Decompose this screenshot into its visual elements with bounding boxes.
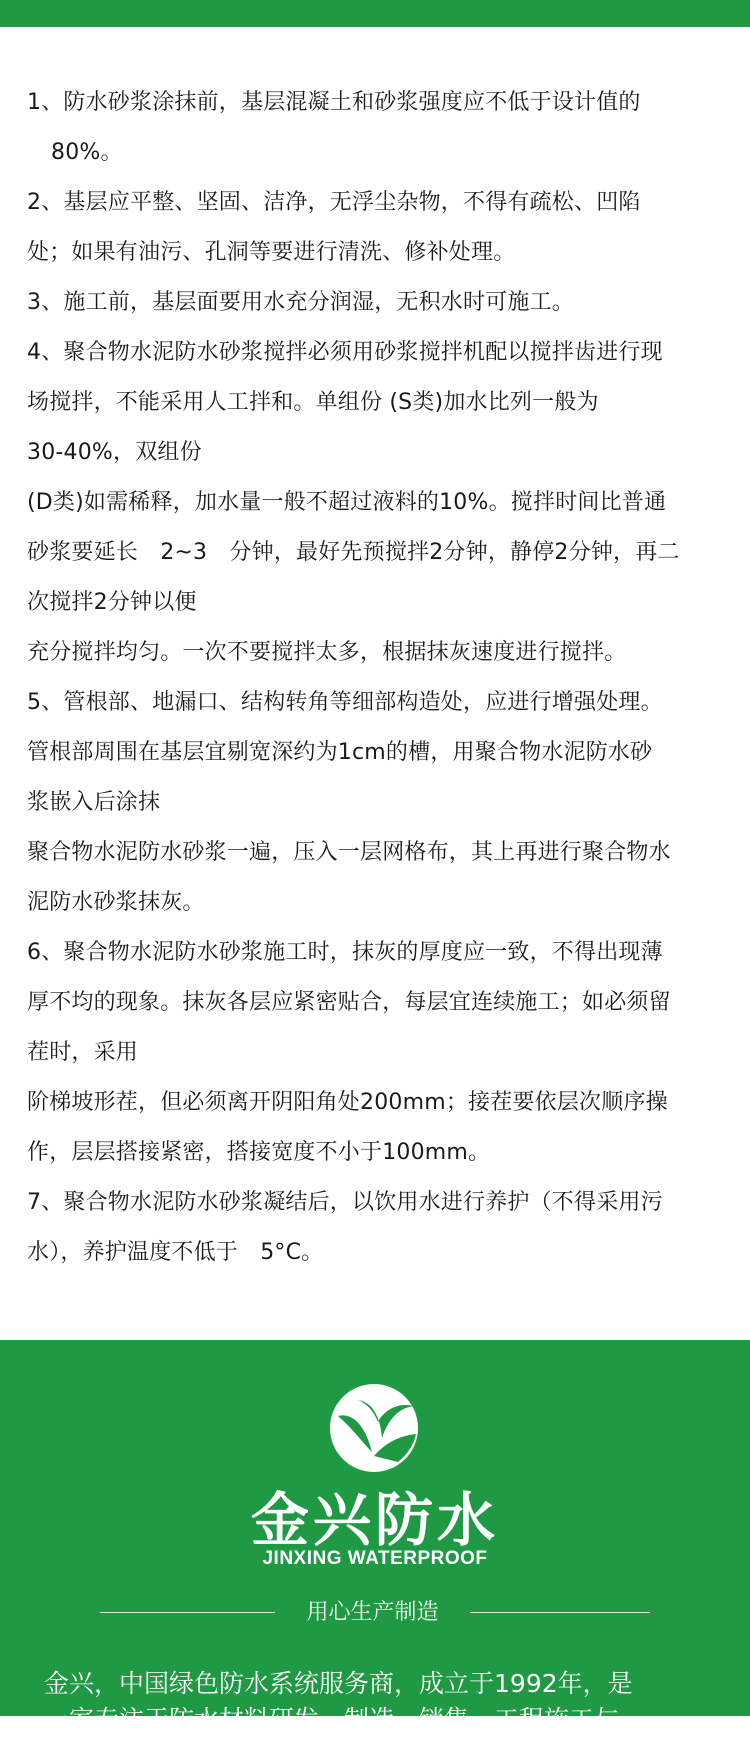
text-line: 砂浆要延长 2~3 分钟，最好先预搅拌2分钟，静停2分钟，再二	[27, 540, 680, 565]
company-intro	[44, 1666, 724, 1738]
text-line: 5、管根部、地漏口、结构转角等细部构造处，应进行增强处理。	[27, 690, 663, 715]
text-line: 作，层层搭接紧密，搭接宽度不小于100mm。	[27, 1140, 491, 1165]
text-line: 泥防水砂浆抹灰。	[27, 890, 205, 915]
text-line: 4、聚合物水泥防水砂浆搅拌必须用砂浆搅拌机配以搅拌齿进行现	[27, 340, 663, 365]
brand-name-en: JINXING WATERPROOF	[262, 1548, 488, 1569]
text-line: 处；如果有油污、孔洞等要进行清洗、修补处理。	[27, 240, 516, 265]
top-green-bar	[0, 0, 750, 27]
intro-line: 金兴，中国绿色防水系统服务商，成立于1992年，是	[44, 1669, 633, 1698]
text-line: 30-40%，双组份	[27, 440, 202, 465]
slogan-row	[0, 1593, 750, 1633]
text-line: 80%。	[51, 140, 123, 165]
construction-notes	[27, 78, 727, 1278]
jinxing-logo-icon	[328, 1382, 420, 1474]
brand-footer	[0, 1340, 750, 1734]
text-line: 6、聚合物水泥防水砂浆施工时，抹灰的厚度应一致，不得出现薄	[27, 940, 663, 965]
text-line: 阶梯坡形茬，但必须离开阴阳角处200mm；接茬要依层次顺序操	[27, 1090, 668, 1115]
text-line: 浆嵌入后涂抹	[27, 790, 161, 815]
slogan: 用心生产制造	[306, 1600, 439, 1625]
divider-line	[100, 1612, 275, 1613]
text-line: 场搅拌，不能采用人工拌和。单组份 (S类)加水比列一般为	[27, 390, 599, 415]
text-line: 充分搅拌均匀。一次不要搅拌太多，根据抹灰速度进行搅拌。	[27, 640, 627, 665]
text-line: 茬时，采用	[27, 1040, 139, 1065]
text-line: 7、聚合物水泥防水砂浆凝结后，以饮用水进行养护（不得采用污	[27, 1190, 663, 1215]
text-line: 聚合物水泥防水砂浆一遍，压入一层网格布，其上再进行聚合物水	[27, 840, 671, 865]
text-line: (D类)如需稀释，加水量一般不超过液料的10%。搅拌时间比普通	[27, 490, 667, 515]
divider-line	[470, 1612, 650, 1613]
intro-line: 一家专注于防水材料研发、制造、销售、工程施工与	[44, 1705, 620, 1734]
text-line: 厚不均的现象。抹灰各层应紧密贴合，每层宜连续施工；如必须留	[27, 990, 671, 1015]
text-line: 管根部周围在基层宜剔宽深约为1cm的槽，用聚合物水泥防水砂	[27, 740, 653, 765]
text-line: 3、施工前，基层面要用水充分润湿，无积水时可施工。	[27, 290, 574, 315]
text-line: 1、防水砂浆涂抹前，基层混凝土和砂浆强度应不低于设计值的	[27, 90, 641, 115]
brand-name-cn: 金兴防水	[250, 1486, 499, 1554]
text-line: 次搅拌2分钟以便	[27, 590, 197, 615]
text-line: 2、基层应平整、坚固、洁净，无浮尘杂物，不得有疏松、凹陷	[27, 190, 641, 215]
text-line: 水），养护温度不低于 5°C。	[27, 1240, 324, 1265]
